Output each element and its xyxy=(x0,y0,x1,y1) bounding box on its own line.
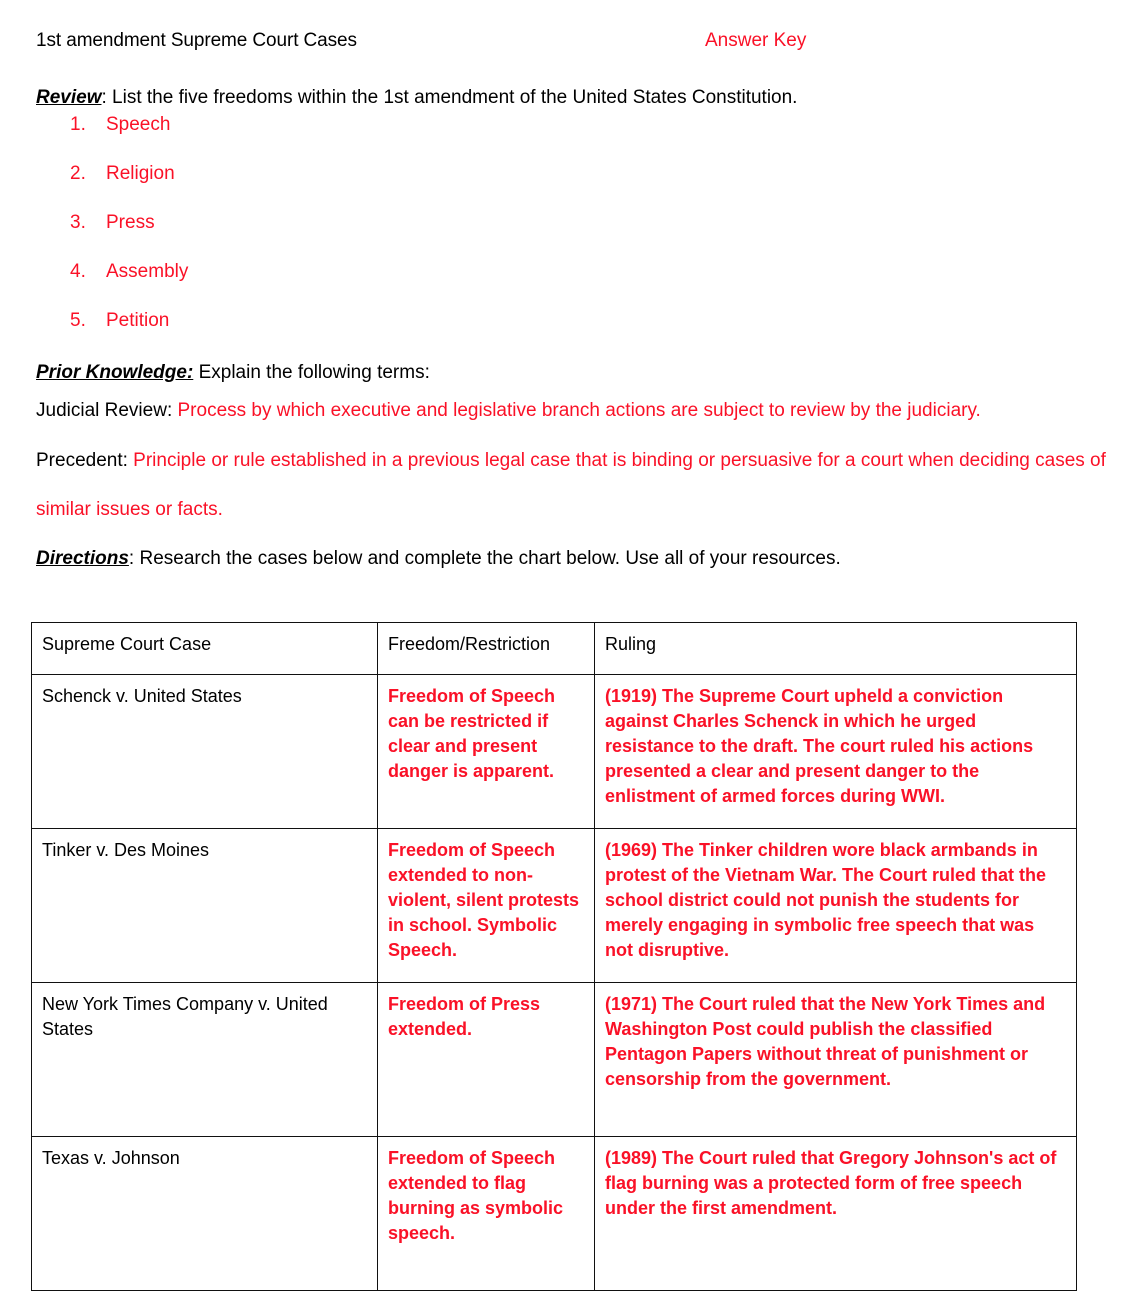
cell-case-name: New York Times Company v. United States xyxy=(32,983,378,1137)
cell-freedom-restriction: Freedom of Speech extended to flag burning as symbolic speech. xyxy=(378,1137,595,1291)
prior-knowledge-heading xyxy=(36,360,430,386)
list-item-number: 4. xyxy=(70,261,86,282)
cell-ruling: (1919) The Supreme Court upheld a conviction against Charles Schenck in which he urged resistance to the draft. The court ruled his actions presented a clear and present danger to the enlistment of armed forces during WWI. xyxy=(595,675,1077,829)
directions-text: : Research the cases below and complete the chart below. Use all of your resources. xyxy=(128,548,841,569)
column-header-freedom: Freedom/Restriction xyxy=(378,623,595,675)
table-row xyxy=(32,1137,1077,1291)
review-prompt-text: : List the five freedoms within the 1st amendment of the United States Constitution. xyxy=(101,87,798,108)
prior-knowledge-lead-label: Prior Knowledge: xyxy=(36,362,194,383)
term-definition: Process by which executive and legislative branch actions are subject to review by the judiciary. xyxy=(177,400,981,421)
list-item-number: 3. xyxy=(70,212,86,233)
review-prompt xyxy=(36,85,797,111)
list-item-label: Speech xyxy=(106,114,171,135)
supreme-court-cases-table xyxy=(31,622,1077,1291)
term-label: Precedent: xyxy=(36,450,134,471)
cell-freedom-restriction: Freedom of Speech can be restricted if clear and present danger is apparent. xyxy=(378,675,595,829)
column-header-case: Supreme Court Case xyxy=(32,623,378,675)
list-item xyxy=(36,112,536,161)
document-header xyxy=(36,28,1096,54)
table-row xyxy=(32,983,1077,1137)
list-item xyxy=(36,308,536,357)
list-item xyxy=(36,210,536,259)
directions-lead-label: Directions xyxy=(36,548,129,569)
cell-case-name: Tinker v. Des Moines xyxy=(32,829,378,983)
prior-knowledge-prompt-text: Explain the following terms: xyxy=(193,362,430,383)
term-definition: Principle or rule established in a previous legal case that is binding or persuasive for a court when deciding cases of similar issues or facts. xyxy=(36,450,1106,520)
cell-case-name: Texas v. Johnson xyxy=(32,1137,378,1291)
list-item-number: 1. xyxy=(70,114,86,135)
cell-freedom-restriction: Freedom of Press extended. xyxy=(378,983,595,1137)
cell-ruling: (1989) The Court ruled that Gregory Johnson's act of flag burning was a protected form of free speech under the first amendment. xyxy=(595,1137,1077,1291)
term-label: Judicial Review: xyxy=(36,400,178,421)
list-item-label: Religion xyxy=(106,163,175,184)
list-item xyxy=(36,259,536,308)
table-row xyxy=(32,675,1077,829)
table-row xyxy=(32,829,1077,983)
table-header-row xyxy=(32,623,1077,675)
list-item-label: Petition xyxy=(106,310,170,331)
term-precedent xyxy=(36,436,1106,534)
term-judicial-review xyxy=(36,386,1106,435)
cell-freedom-restriction: Freedom of Speech extended to non-violent, silent protests in school. Symbolic Speech. xyxy=(378,829,595,983)
answer-key-label: Answer Key xyxy=(705,30,807,51)
freedoms-answer-list xyxy=(36,112,536,357)
list-item-number: 2. xyxy=(70,163,86,184)
directions-line xyxy=(36,546,841,572)
list-item-label: Assembly xyxy=(106,261,189,282)
page-title: 1st amendment Supreme Court Cases xyxy=(36,30,357,51)
review-lead-label: Review xyxy=(36,87,102,108)
cell-ruling: (1971) The Court ruled that the New York Times and Washington Post could publish the classified Pentagon Papers without threat of punishment or censorship from the government. xyxy=(595,983,1077,1137)
cell-case-name: Schenck v. United States xyxy=(32,675,378,829)
column-header-ruling: Ruling xyxy=(595,623,1077,675)
list-item-label: Press xyxy=(106,212,155,233)
list-item xyxy=(36,161,536,210)
cell-ruling: (1969) The Tinker children wore black armbands in protest of the Vietnam War. The Court ruled that the school district could not punish the students for merely engaging in symbolic free speech that was not disruptive. xyxy=(595,829,1077,983)
list-item-number: 5. xyxy=(70,310,86,331)
